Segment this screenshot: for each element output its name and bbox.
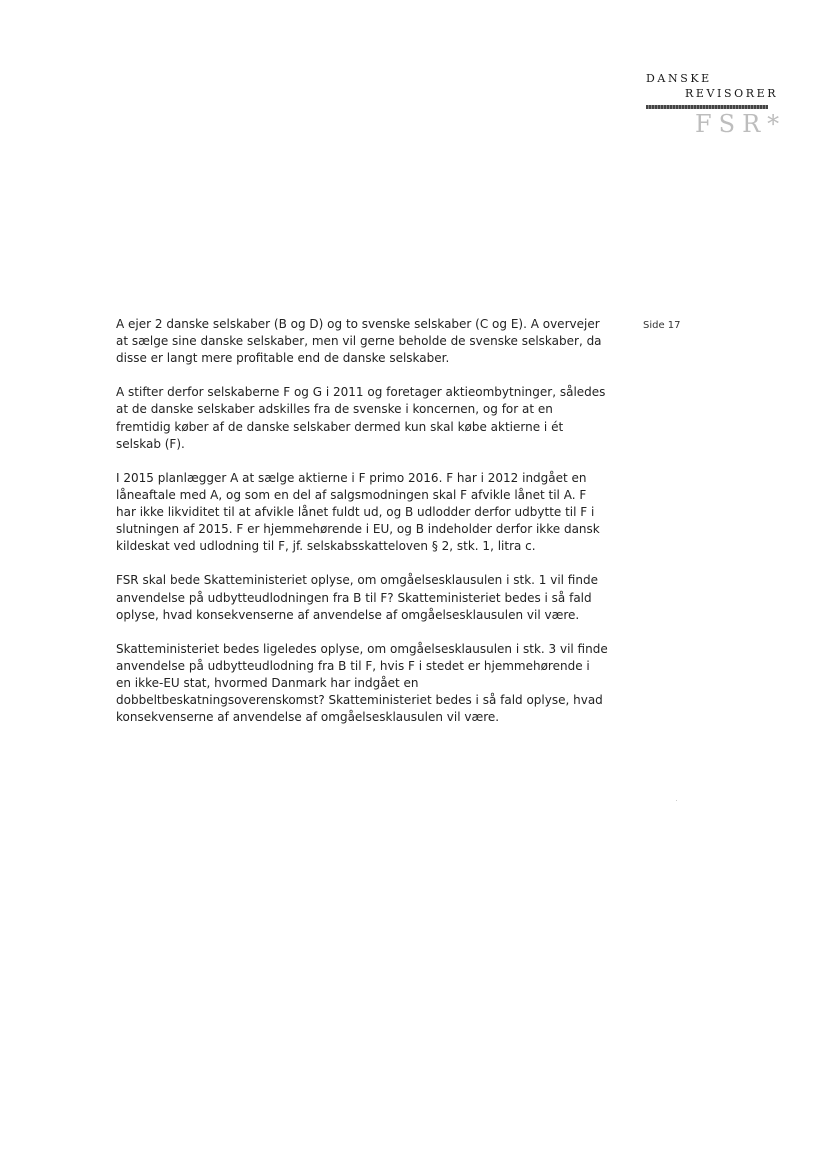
- scan-speck: [676, 800, 677, 801]
- document-body: [116, 316, 616, 743]
- text-line: dobbeltbeskatningsoverenskomst? Skatteministeriet bedes i så fald oplyse, hvad: [116, 693, 603, 708]
- fsr-logo: [640, 72, 787, 142]
- logo-rule: [646, 105, 768, 109]
- logo-mark: FSR*: [695, 110, 787, 138]
- logo-text-danske: DANSKE: [646, 72, 712, 85]
- text-line: selskab (F).: [116, 436, 185, 451]
- text-line: låneaftale med A, og som en del af salgsmodningen skal F afvikle lånet til A. F: [116, 487, 587, 502]
- paragraph-1: [116, 316, 616, 367]
- logo-text-revisorer: REVISORER: [685, 87, 779, 100]
- text-line: at sælge sine danske selskaber, men vil gerne beholde de svenske selskaber, da: [116, 334, 602, 349]
- text-line: I 2015 planlægger A at sælge aktierne i F primo 2016. F har i 2012 indgået en: [116, 470, 587, 485]
- paragraph-2: [116, 384, 616, 452]
- paragraph-5: [116, 641, 616, 726]
- text-line: har ikke likviditet til at afvikle lånet fuldt ud, og B udlodder derfor udbytte til F i: [116, 505, 595, 520]
- page-number: Side 17: [643, 320, 681, 331]
- text-line: FSR skal bede Skatteministeriet oplyse, om omgåelsesklausulen i stk. 1 vil finde: [116, 573, 598, 588]
- text-line: en ikke-EU stat, hvormed Danmark har indgået en: [116, 675, 419, 690]
- text-line: kildeskat ved udlodning til F, jf. selskabsskatteloven § 2, stk. 1, litra c.: [116, 539, 536, 554]
- text-line: Skatteministeriet bedes ligeledes oplyse, om omgåelsesklausulen i stk. 3 vil finde: [116, 641, 608, 656]
- paragraph-3: [116, 470, 616, 555]
- text-line: slutningen af 2015. F er hjemmehørende i EU, og B indeholder derfor ikke dansk: [116, 522, 600, 537]
- paragraph-4: [116, 572, 616, 623]
- text-line: A stifter derfor selskaberne F og G i 2011 og foretager aktieombytninger, således: [116, 385, 606, 400]
- text-line: disse er langt mere profitable end de danske selskaber.: [116, 351, 450, 366]
- text-line: fremtidig køber af de danske selskaber dermed kun skal købe aktierne i ét: [116, 419, 564, 434]
- text-line: anvendelse på udbytteudlodningen fra B til F? Skatteministeriet bedes i så fald: [116, 590, 592, 605]
- text-line: A ejer 2 danske selskaber (B og D) og to svenske selskaber (C og E). A overvejer: [116, 317, 600, 331]
- text-line: konsekvenserne af anvendelse af omgåelsesklausulen vil være.: [116, 710, 500, 725]
- text-line: at de danske selskaber adskilles fra de svenske i koncernen, og for at en: [116, 402, 553, 417]
- text-line: oplyse, hvad konsekvenserne af anvendelse af omgåelsesklausulen vil være.: [116, 607, 580, 622]
- text-line: anvendelse på udbytteudlodning fra B til F, hvis F i stedet er hjemmehørende i: [116, 658, 590, 673]
